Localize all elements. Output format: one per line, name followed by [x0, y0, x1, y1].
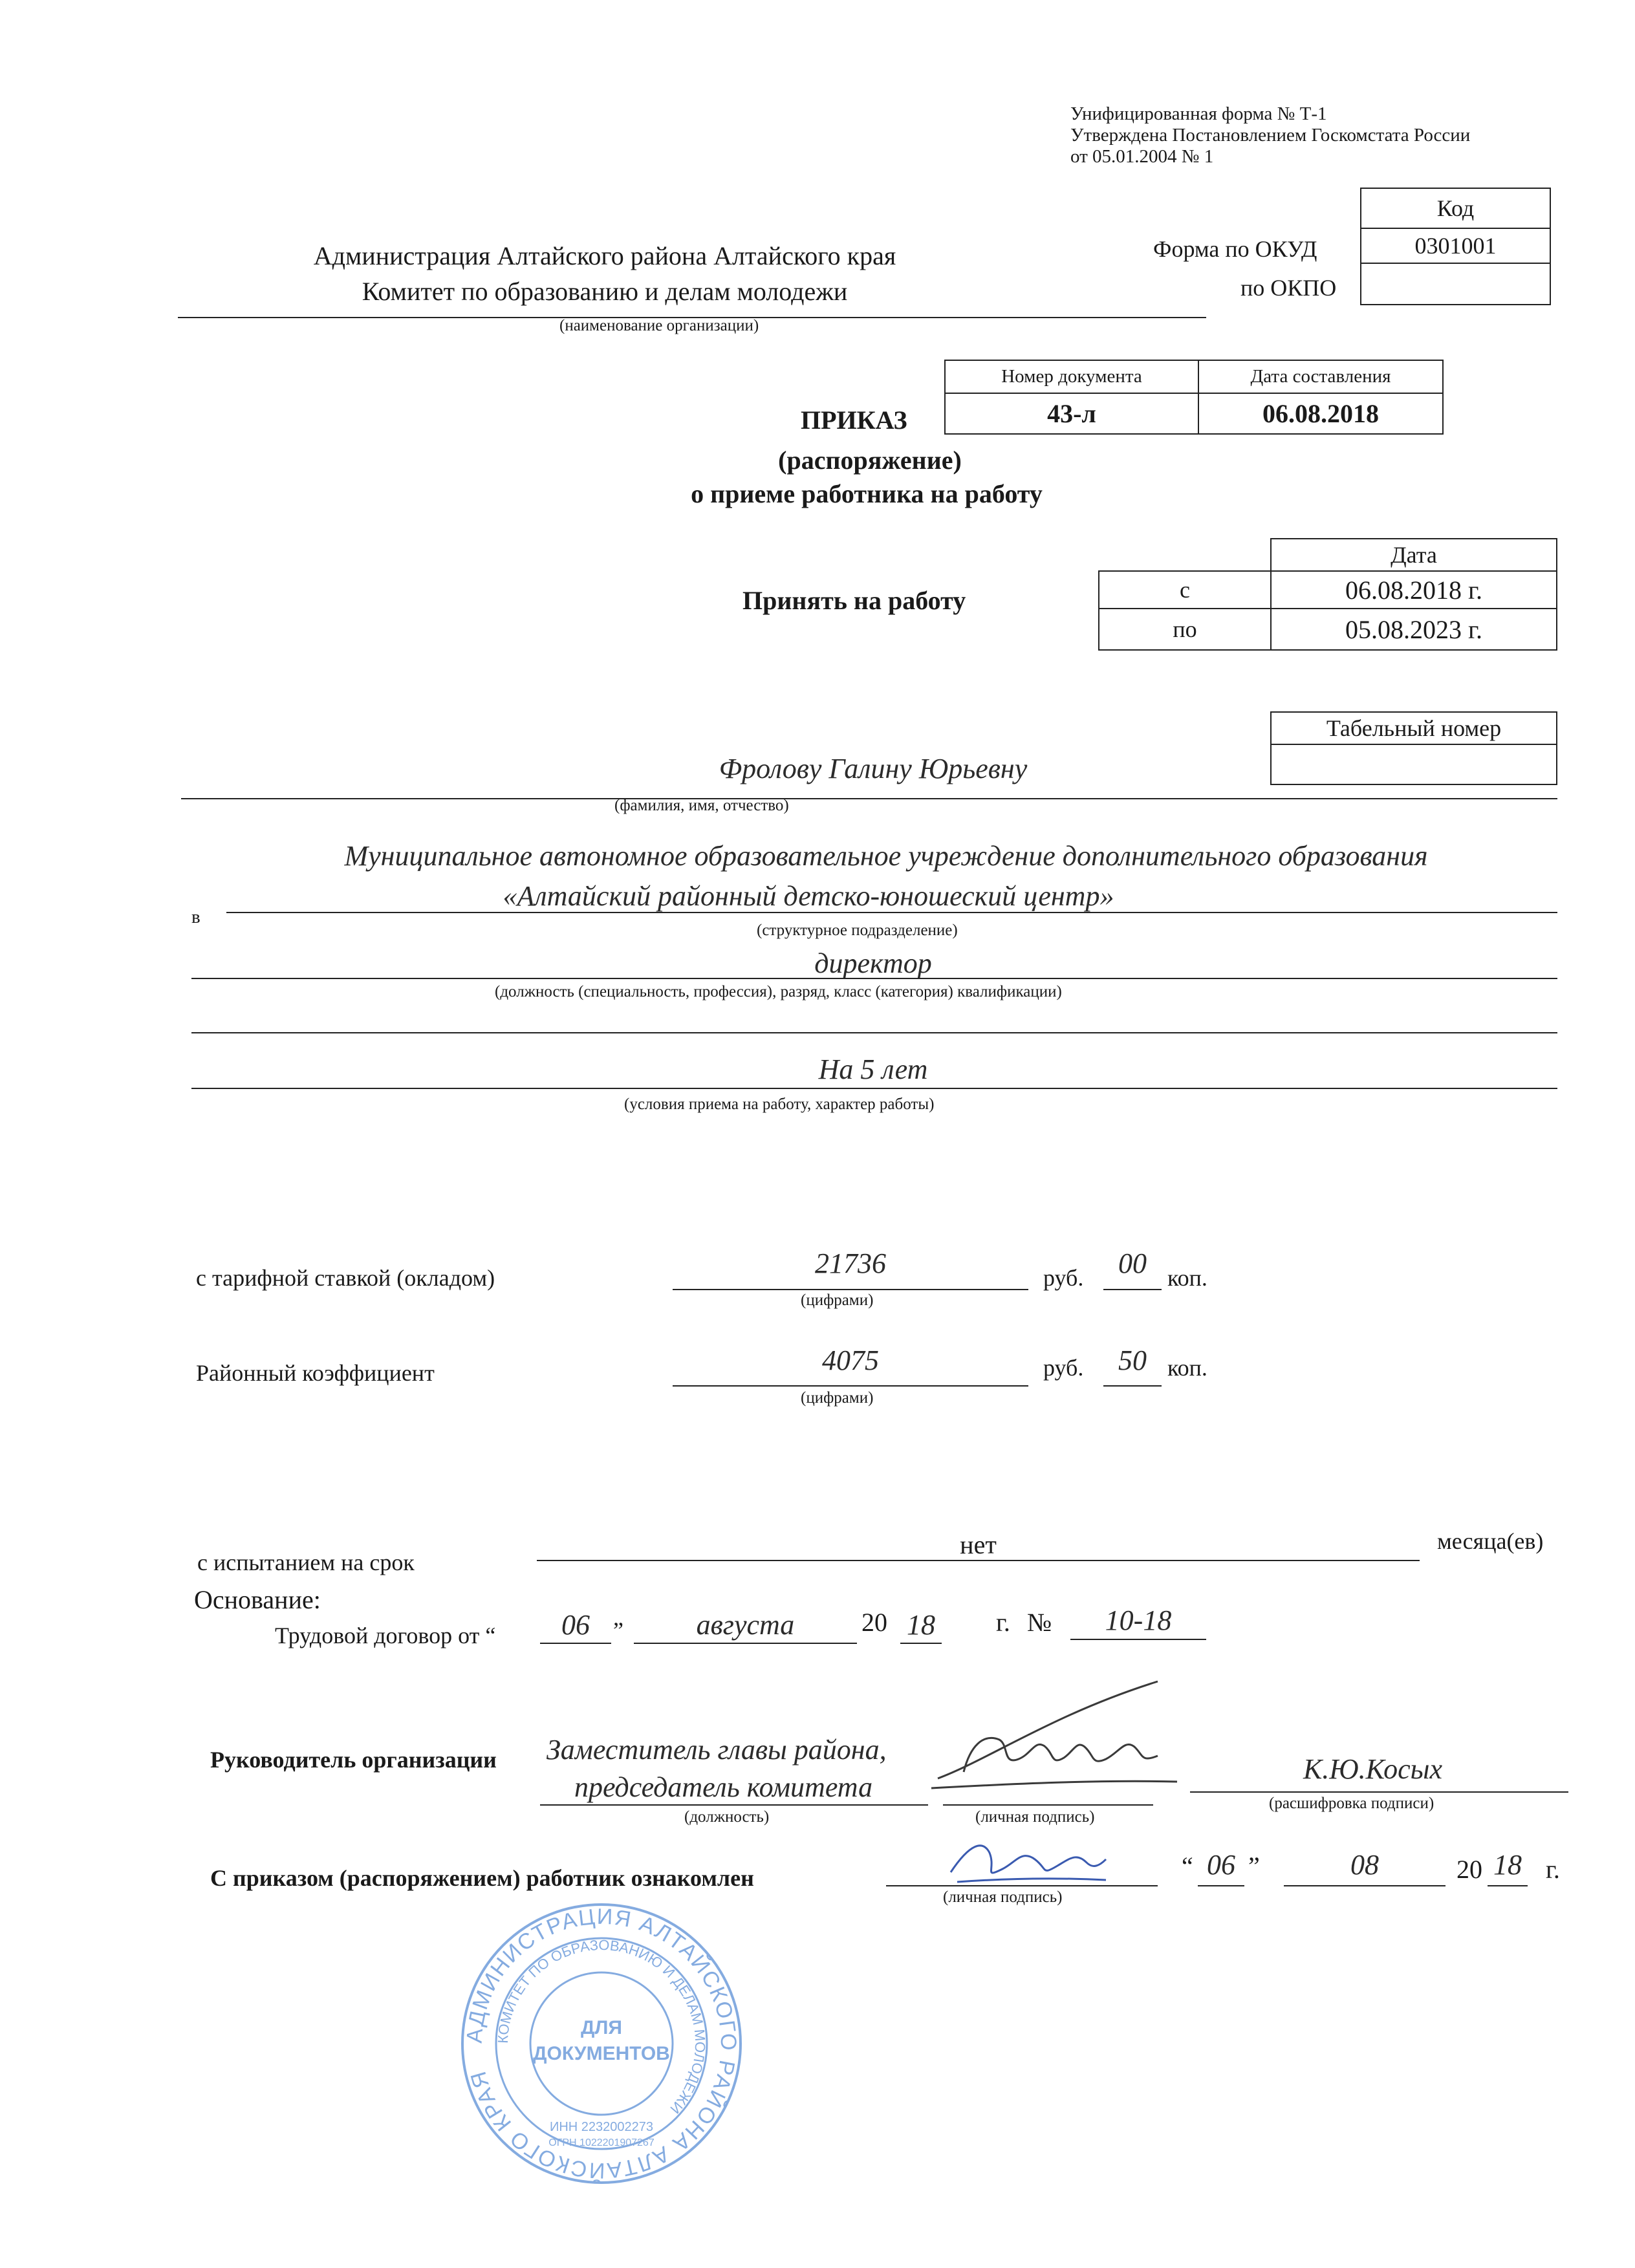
coef-rub-value: 4075 — [822, 1345, 879, 1376]
head-name-caption: (расшифровка подписи) — [1269, 1795, 1435, 1812]
hire-to-value: 05.08.2023 г. — [1345, 614, 1482, 644]
okpo-value-cell — [1360, 263, 1551, 305]
ack-sign-caption: (личная подпись) — [943, 1888, 1063, 1906]
code-label: Код — [1436, 195, 1475, 221]
dept-line-1: Муниципальное автономное образовательное учреждение дополнительного образования — [344, 840, 1428, 872]
hire-from-value-cell — [1270, 570, 1557, 609]
rate-kop-underline — [1103, 1289, 1162, 1290]
contract-quote-close: ” — [613, 1617, 623, 1643]
hire-date-header-label: Дата — [1391, 542, 1437, 568]
rate-rub-unit: руб. — [1043, 1265, 1084, 1291]
ack-month: 08 — [1350, 1849, 1379, 1881]
doc-number-label: Номер документа — [1001, 366, 1142, 387]
rate-digits-caption: (цифрами) — [801, 1291, 874, 1309]
hire-date-header — [1270, 538, 1557, 572]
org-name-caption: (наименование организации) — [559, 317, 759, 334]
stamp-inner-text: КОМИТЕТ ПО ОБРАЗОВАНИЮ И ДЕЛАМ МОЛОДЕЖИ — [494, 1936, 709, 2117]
hire-from-value: 06.08.2018 г. — [1345, 575, 1482, 605]
contract-num-sign: № — [1027, 1608, 1052, 1637]
employee-name-caption: (фамилия, имя, отчество) — [614, 797, 789, 814]
rate-label: с тарифной ставкой (окладом) — [196, 1265, 495, 1291]
ack-year-suffix: г. — [1546, 1855, 1560, 1884]
doc-date-label: Дата составления — [1250, 366, 1391, 387]
stamp-ogrn: ОГРН 1022201907267 — [548, 2137, 655, 2148]
doc-number-header — [944, 360, 1199, 394]
dept-underline — [226, 912, 1557, 913]
conditions-underline — [191, 1088, 1557, 1089]
hire-to-label-cell — [1098, 608, 1272, 651]
form-line-1: Унифицированная форма № Т-1 — [1070, 103, 1327, 124]
form-line-2: Утверждена Постановлением Госкомстата России — [1070, 125, 1471, 146]
contract-label: Трудовой договор от “ — [275, 1623, 496, 1648]
ack-day: 06 — [1207, 1849, 1235, 1881]
ack-quote-open: “ — [1182, 1852, 1193, 1881]
basis-label: Основание: — [194, 1585, 321, 1614]
coef-rub-underline — [673, 1385, 1028, 1387]
hire-to-label: по — [1173, 616, 1197, 642]
doc-subtitle: (распоряжение) — [778, 446, 962, 475]
dept-line-2: «Алтайский районный детско-юношеский центр» — [503, 880, 1114, 912]
contract-number: 10-18 — [1105, 1604, 1172, 1636]
coef-kop-underline — [1103, 1385, 1162, 1387]
head-sign-underline — [943, 1804, 1153, 1806]
ack-month-underline — [1284, 1885, 1446, 1886]
ack-quote-close: ” — [1248, 1852, 1260, 1881]
position-underline-2 — [191, 1032, 1557, 1033]
hire-to-value-cell — [1270, 608, 1557, 651]
head-name: К.Ю.Косых — [1303, 1753, 1443, 1785]
tab-number-label: Табельный номер — [1326, 715, 1502, 741]
doc-title: ПРИКАЗ — [801, 405, 907, 435]
head-sign-caption: (личная подпись) — [975, 1808, 1095, 1826]
coef-kop-unit: коп. — [1167, 1355, 1207, 1381]
hire-label: Принять на работу — [742, 586, 966, 615]
form-line-3: от 05.01.2004 № 1 — [1070, 146, 1214, 167]
head-name-underline — [1190, 1791, 1568, 1793]
tab-number-header — [1270, 711, 1557, 745]
ack-label: С приказом (распоряжением) работник ознакомлен — [210, 1865, 754, 1891]
okpo-label: по ОКПО — [1240, 275, 1337, 301]
conditions-caption: (условия приема на работу, характер работы) — [624, 1096, 935, 1113]
ack-year-prefix: 20 — [1456, 1855, 1482, 1884]
hire-from-label: с — [1180, 577, 1190, 603]
position-caption: (должность (специальность, профессия), разряд, класс (категория) квалификации) — [495, 983, 1062, 1000]
coef-label: Районный коэффициент — [196, 1360, 435, 1386]
coef-digits-caption: (цифрами) — [801, 1389, 874, 1407]
employee-signature — [944, 1833, 1112, 1892]
contract-month: августа — [696, 1609, 795, 1641]
head-position-caption: (должность) — [684, 1808, 770, 1826]
doc-date-value: 06.08.2018 — [1262, 399, 1379, 428]
coef-kop-value: 50 — [1118, 1345, 1147, 1376]
tab-number-cell — [1270, 744, 1557, 785]
employee-name: Фролову Галину Юрьевну — [719, 753, 1028, 784]
head-position-line-1: Заместитель главы района, — [547, 1734, 887, 1766]
rate-rub-value: 21736 — [815, 1247, 886, 1279]
hire-from-label-cell — [1098, 570, 1272, 609]
okud-value-cell — [1360, 228, 1551, 264]
code-header-cell — [1360, 188, 1551, 229]
rate-kop-value: 00 — [1118, 1247, 1147, 1279]
head-signature — [912, 1675, 1196, 1804]
org-name-line-1: Администрация Алтайского района Алтайского края — [313, 241, 896, 270]
contract-day-underline — [540, 1643, 611, 1644]
ack-year-underline — [1488, 1885, 1528, 1886]
dept-in-label: в — [191, 907, 200, 927]
head-label: Руководитель организации — [210, 1747, 497, 1773]
head-position-underline — [540, 1804, 928, 1806]
doc-number-value: 43-л — [1047, 399, 1096, 428]
probation-unit: месяца(ев) — [1437, 1528, 1544, 1554]
conditions-value: На 5 лет — [818, 1053, 928, 1085]
organization-stamp — [453, 1895, 750, 2192]
stamp-inn: ИНН 2232002273 — [549, 2120, 654, 2134]
probation-underline — [537, 1560, 1420, 1561]
stamp-center-line-1: ДЛЯ — [581, 2017, 622, 2038]
stamp-center-line-2: ДОКУМЕНТОВ — [533, 2043, 670, 2064]
contract-month-underline — [634, 1643, 857, 1644]
doc-subject: о приеме работника на работу — [691, 479, 1043, 508]
head-position-line-2: председатель комитета — [574, 1771, 873, 1803]
org-name-line-2: Комитет по образованию и делам молодежи — [362, 277, 848, 306]
ack-day-underline — [1198, 1885, 1244, 1886]
dept-caption: (структурное подразделение) — [757, 922, 958, 939]
contract-year-underline — [900, 1643, 942, 1644]
contract-number-underline — [1070, 1639, 1206, 1640]
probation-label: с испытанием на срок — [197, 1550, 415, 1575]
rate-rub-underline — [673, 1289, 1028, 1290]
contract-year-suffix: г. — [996, 1608, 1010, 1637]
rate-kop-unit: коп. — [1167, 1265, 1207, 1291]
position-value: директор — [814, 947, 932, 979]
ack-year: 18 — [1493, 1849, 1522, 1881]
position-underline — [191, 978, 1557, 979]
stamp-outer-text: АДМИНИСТРАЦИЯ АЛТАЙСКОГО РАЙОНА АЛТАЙСКОГО КРАЯ — [462, 1904, 741, 2183]
probation-value: нет — [960, 1530, 997, 1559]
contract-year: 18 — [907, 1609, 935, 1641]
okud-label: Форма по ОКУД — [1153, 236, 1317, 262]
doc-date-header — [1198, 360, 1444, 394]
okud-value: 0301001 — [1414, 233, 1497, 259]
employee-name-underline — [181, 798, 1557, 799]
doc-date-cell — [1198, 393, 1444, 435]
coef-rub-unit: руб. — [1043, 1355, 1084, 1381]
contract-day: 06 — [561, 1609, 590, 1641]
contract-year-prefix: 20 — [861, 1608, 887, 1637]
doc-number-cell — [944, 393, 1199, 435]
